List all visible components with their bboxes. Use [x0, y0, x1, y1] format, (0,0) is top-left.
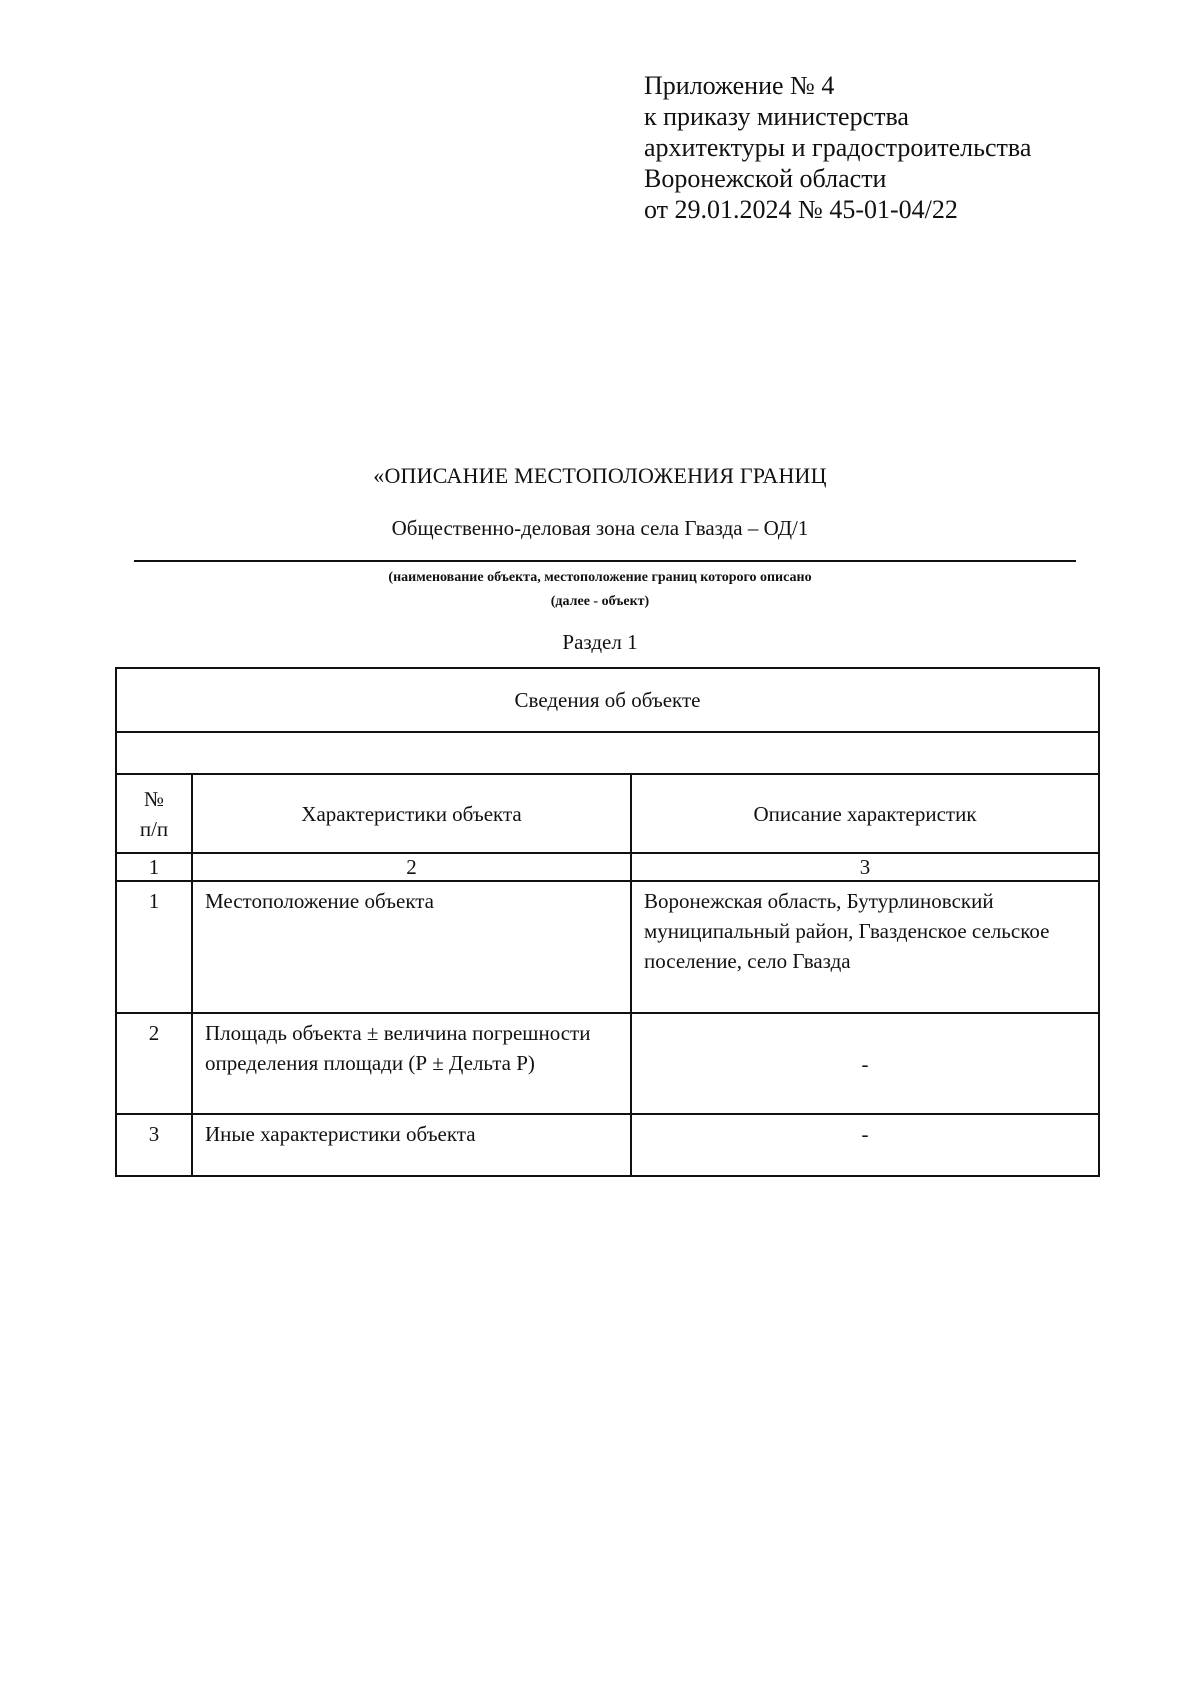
appendix-block: [644, 70, 1031, 225]
caption-line: (наименование объекта, местоположение границ которого описано: [388, 570, 812, 585]
column-header-num: № п/п: [116, 774, 192, 853]
table-row: [116, 881, 1099, 1013]
appendix-line: Приложение № 4: [644, 71, 835, 100]
object-info-table: [115, 667, 1100, 1177]
blank-row: [116, 732, 1099, 774]
appendix-line: к приказу министерства: [644, 102, 909, 131]
column-header-description: Описание характеристик: [631, 774, 1099, 853]
caption-line: (далее - объект): [550, 594, 650, 609]
column-number-row: [116, 853, 1099, 881]
row-description: Воронежская область, Бутурлиновский муниципальный район, Гвазденское сельское поселение, село Гвазда: [631, 881, 1099, 1013]
appendix-line: Воронежской области: [644, 164, 887, 193]
document-title: «ОПИСАНИЕ МЕСТОПОЛОЖЕНИЯ ГРАНИЦ: [373, 463, 827, 488]
row-characteristic: Местоположение объекта: [192, 881, 631, 1013]
object-name: Общественно-деловая зона села Гвазда – ОД/1: [391, 516, 809, 540]
column-header-row: [116, 774, 1099, 853]
row-description: -: [631, 1013, 1099, 1114]
appendix-line: архитектуры и градостроительства: [644, 133, 1032, 162]
row-characteristic: Площадь объекта ± величина погрешности определения площади (Р ± Дельта Р): [192, 1013, 631, 1114]
column-number: 1: [116, 853, 192, 881]
column-number: 2: [192, 853, 631, 881]
table-row: [116, 1013, 1099, 1114]
section-label: Раздел 1: [562, 630, 638, 654]
blank-cell: [116, 732, 1099, 774]
row-description: -: [631, 1114, 1099, 1176]
column-header-characteristic: Характеристики объекта: [192, 774, 631, 853]
row-characteristic: Иные характеристики объекта: [192, 1114, 631, 1176]
column-number: 3: [631, 853, 1099, 881]
underline-rule: [134, 560, 1076, 562]
table-header: Сведения об объекте: [116, 668, 1099, 732]
appendix-line: от 29.01.2024 № 45-01-04/22: [644, 195, 958, 224]
row-number: 2: [116, 1013, 192, 1114]
table-row: [116, 1114, 1099, 1176]
row-number: 3: [116, 1114, 192, 1176]
row-number: 1: [116, 881, 192, 1013]
table-header-row: [116, 668, 1099, 732]
underline-caption: [0, 566, 1200, 614]
